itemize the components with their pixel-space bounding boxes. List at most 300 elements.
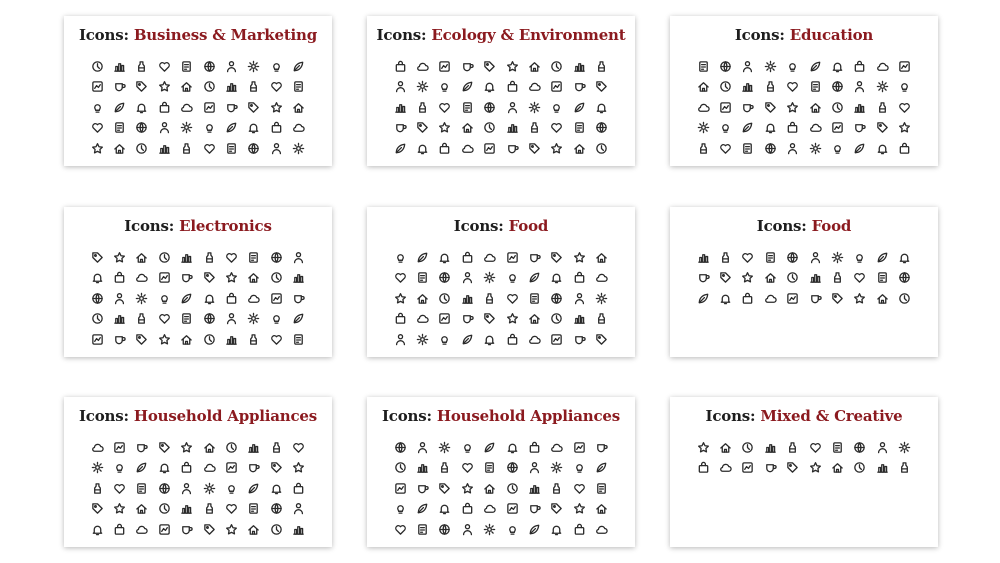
house-icon xyxy=(528,312,541,325)
tag-icon xyxy=(203,271,216,284)
circle-icon xyxy=(270,271,283,284)
cloud-icon xyxy=(595,271,608,284)
clock-icon xyxy=(135,482,148,495)
bell-icon xyxy=(416,142,429,155)
circle-icon xyxy=(203,80,216,93)
bag-icon xyxy=(697,461,710,474)
square-icon xyxy=(225,461,238,474)
bulb-icon xyxy=(506,271,519,284)
gear-icon xyxy=(697,121,710,134)
cloud-icon xyxy=(550,441,563,454)
heart-icon xyxy=(741,251,754,264)
cloud-icon xyxy=(483,251,496,264)
cup-icon xyxy=(292,292,305,305)
cloud-icon xyxy=(876,60,889,73)
card-title-prefix: Icons: xyxy=(381,407,432,425)
square-icon xyxy=(438,60,451,73)
bag-icon xyxy=(292,482,305,495)
person-icon xyxy=(528,461,541,474)
card-title-prefix: Icons: xyxy=(78,26,129,44)
icon-grid xyxy=(389,437,613,540)
gear-icon xyxy=(180,121,193,134)
icon-set-card xyxy=(367,207,635,357)
chart-icon xyxy=(809,271,822,284)
card-title-topic: Education xyxy=(789,26,874,44)
tag-icon xyxy=(135,333,148,346)
chart-icon xyxy=(506,121,519,134)
person-icon xyxy=(506,101,519,114)
bottle-icon xyxy=(898,461,911,474)
heart-icon xyxy=(506,292,519,305)
gear-icon xyxy=(764,60,777,73)
star-icon xyxy=(506,312,519,325)
card-title-topic: Business & Marketing xyxy=(133,26,318,44)
cup-icon xyxy=(416,482,429,495)
leaf-icon xyxy=(697,292,710,305)
icon-grid xyxy=(86,56,310,159)
cloud-icon xyxy=(135,523,148,536)
bulb-icon xyxy=(203,121,216,134)
chart-icon xyxy=(225,333,238,346)
cup-icon xyxy=(180,271,193,284)
globe-icon xyxy=(247,142,260,155)
heart-icon xyxy=(91,121,104,134)
tag-icon xyxy=(831,292,844,305)
clock-icon xyxy=(809,80,822,93)
leaf-icon xyxy=(135,461,148,474)
square-icon xyxy=(91,333,104,346)
heart-icon xyxy=(113,482,126,495)
cloud-icon xyxy=(135,271,148,284)
clock-icon xyxy=(697,60,710,73)
bottle-icon xyxy=(595,312,608,325)
star-icon xyxy=(394,292,407,305)
heart-icon xyxy=(292,441,305,454)
gear-icon xyxy=(203,482,216,495)
bulb-icon xyxy=(225,482,238,495)
leaf-icon xyxy=(113,101,126,114)
card-title-topic: Food xyxy=(508,217,549,235)
icon-set-card xyxy=(670,207,938,357)
globe-icon xyxy=(135,121,148,134)
cloud-icon xyxy=(764,292,777,305)
card-title-prefix: Icons: xyxy=(78,407,129,425)
leaf-icon xyxy=(292,60,305,73)
square-icon xyxy=(550,80,563,93)
bell-icon xyxy=(438,502,451,515)
globe-icon xyxy=(438,271,451,284)
cloud-icon xyxy=(528,333,541,346)
globe-icon xyxy=(853,441,866,454)
bulb-icon xyxy=(786,60,799,73)
clock-icon xyxy=(595,482,608,495)
bulb-icon xyxy=(270,312,283,325)
icon-set-card xyxy=(64,207,332,357)
bag-icon xyxy=(394,312,407,325)
bottle-icon xyxy=(416,101,429,114)
bulb-icon xyxy=(506,523,519,536)
circle-icon xyxy=(394,461,407,474)
cup-icon xyxy=(461,60,474,73)
heart-icon xyxy=(225,251,238,264)
leaf-icon xyxy=(180,292,193,305)
card-title xyxy=(367,217,635,235)
heart-icon xyxy=(158,312,171,325)
card-title-prefix: Icons: xyxy=(734,26,785,44)
heart-icon xyxy=(809,441,822,454)
card-title-topic: Household Appliances xyxy=(133,407,318,425)
star-icon xyxy=(853,292,866,305)
circle-icon xyxy=(786,271,799,284)
circle-icon xyxy=(158,502,171,515)
icon-set-card xyxy=(64,16,332,166)
tag-icon xyxy=(483,312,496,325)
card-title-topic: Electronics xyxy=(179,217,272,235)
bell-icon xyxy=(831,60,844,73)
clock-icon xyxy=(831,441,844,454)
tag-icon xyxy=(483,60,496,73)
bottle-icon xyxy=(203,251,216,264)
card-title-prefix: Icons: xyxy=(376,26,427,44)
card-title-prefix: Icons: xyxy=(705,407,756,425)
clock-icon xyxy=(247,502,260,515)
chart-icon xyxy=(764,441,777,454)
leaf-icon xyxy=(876,251,889,264)
gear-icon xyxy=(898,441,911,454)
bulb-icon xyxy=(853,251,866,264)
icon-set-card xyxy=(367,397,635,547)
icon-grid xyxy=(86,247,310,350)
bottle-icon xyxy=(550,482,563,495)
tag-icon xyxy=(91,502,104,515)
star-icon xyxy=(180,441,193,454)
bottle-icon xyxy=(528,121,541,134)
square-icon xyxy=(719,101,732,114)
tag-icon xyxy=(550,502,563,515)
chart-icon xyxy=(225,80,238,93)
leaf-icon xyxy=(225,121,238,134)
tag-icon xyxy=(764,101,777,114)
heart-icon xyxy=(394,523,407,536)
clock-icon xyxy=(876,271,889,284)
bottle-icon xyxy=(135,60,148,73)
person-icon xyxy=(394,80,407,93)
bell-icon xyxy=(91,523,104,536)
house-icon xyxy=(135,251,148,264)
chart-icon xyxy=(876,461,889,474)
tag-icon xyxy=(270,461,283,474)
bell-icon xyxy=(91,271,104,284)
person-icon xyxy=(225,60,238,73)
chart-icon xyxy=(113,60,126,73)
bell-icon xyxy=(483,80,496,93)
cup-icon xyxy=(528,251,541,264)
house-icon xyxy=(809,101,822,114)
chart-icon xyxy=(292,271,305,284)
chart-icon xyxy=(247,441,260,454)
circle-icon xyxy=(898,292,911,305)
tag-icon xyxy=(719,271,732,284)
tag-icon xyxy=(876,121,889,134)
house-icon xyxy=(483,482,496,495)
star-icon xyxy=(573,502,586,515)
cloud-icon xyxy=(91,441,104,454)
cup-icon xyxy=(853,121,866,134)
tag-icon xyxy=(203,523,216,536)
card-title xyxy=(670,26,938,44)
leaf-icon xyxy=(461,333,474,346)
person-icon xyxy=(394,333,407,346)
bag-icon xyxy=(573,523,586,536)
circle-icon xyxy=(91,60,104,73)
cup-icon xyxy=(697,271,710,284)
chart-icon xyxy=(113,312,126,325)
bell-icon xyxy=(203,292,216,305)
cup-icon xyxy=(394,121,407,134)
gear-icon xyxy=(831,251,844,264)
cloud-icon xyxy=(180,101,193,114)
bottle-icon xyxy=(438,461,451,474)
circle-icon xyxy=(853,461,866,474)
bell-icon xyxy=(550,271,563,284)
gear-icon xyxy=(292,142,305,155)
gear-icon xyxy=(416,333,429,346)
bottle-icon xyxy=(786,441,799,454)
leaf-icon xyxy=(247,482,260,495)
clock-icon xyxy=(180,60,193,73)
heart-icon xyxy=(270,80,283,93)
person-icon xyxy=(853,80,866,93)
leaf-icon xyxy=(416,251,429,264)
house-icon xyxy=(764,271,777,284)
gear-icon xyxy=(528,101,541,114)
tag-icon xyxy=(786,461,799,474)
bag-icon xyxy=(438,142,451,155)
bag-icon xyxy=(113,523,126,536)
circle-icon xyxy=(135,142,148,155)
square-icon xyxy=(394,482,407,495)
star-icon xyxy=(158,333,171,346)
globe-icon xyxy=(91,292,104,305)
chart-icon xyxy=(573,60,586,73)
bag-icon xyxy=(270,121,283,134)
gear-icon xyxy=(876,80,889,93)
icon-grid xyxy=(692,247,916,309)
card-title-prefix: Icons: xyxy=(453,217,504,235)
bulb-icon xyxy=(573,461,586,474)
square-icon xyxy=(898,60,911,73)
chart-icon xyxy=(158,142,171,155)
heart-icon xyxy=(786,80,799,93)
gear-icon xyxy=(247,312,260,325)
house-icon xyxy=(180,80,193,93)
cup-icon xyxy=(461,312,474,325)
cup-icon xyxy=(741,101,754,114)
bottle-icon xyxy=(764,80,777,93)
house-icon xyxy=(416,292,429,305)
heart-icon xyxy=(461,461,474,474)
bottle-icon xyxy=(483,292,496,305)
icon-grid xyxy=(389,56,613,159)
bell-icon xyxy=(719,292,732,305)
bag-icon xyxy=(853,60,866,73)
circle-icon xyxy=(506,482,519,495)
bulb-icon xyxy=(461,441,474,454)
person-icon xyxy=(809,251,822,264)
card-title-topic: Household Appliances xyxy=(436,407,621,425)
clock-icon xyxy=(247,251,260,264)
bulb-icon xyxy=(158,292,171,305)
house-icon xyxy=(573,142,586,155)
bag-icon xyxy=(573,271,586,284)
bottle-icon xyxy=(135,312,148,325)
cup-icon xyxy=(180,523,193,536)
star-icon xyxy=(741,271,754,284)
house-icon xyxy=(697,80,710,93)
gear-icon xyxy=(595,292,608,305)
cloud-icon xyxy=(697,101,710,114)
leaf-icon xyxy=(595,461,608,474)
gear-icon xyxy=(809,142,822,155)
card-title-prefix: Icons: xyxy=(756,217,807,235)
clock-icon xyxy=(292,80,305,93)
card-title xyxy=(367,26,635,44)
star-icon xyxy=(91,142,104,155)
star-icon xyxy=(225,523,238,536)
leaf-icon xyxy=(394,142,407,155)
gear-icon xyxy=(247,60,260,73)
house-icon xyxy=(461,121,474,134)
tag-icon xyxy=(528,142,541,155)
star-icon xyxy=(113,251,126,264)
chart-icon xyxy=(461,292,474,305)
person-icon xyxy=(225,312,238,325)
person-icon xyxy=(180,482,193,495)
star-icon xyxy=(270,101,283,114)
person-icon xyxy=(786,142,799,155)
cup-icon xyxy=(764,461,777,474)
card-title-topic: Mixed & Creative xyxy=(760,407,903,425)
clock-icon xyxy=(573,121,586,134)
bottle-icon xyxy=(247,80,260,93)
cloud-icon xyxy=(247,292,260,305)
icon-grid xyxy=(86,437,310,540)
circle-icon xyxy=(483,121,496,134)
star-icon xyxy=(550,142,563,155)
bottle-icon xyxy=(247,333,260,346)
chart-icon xyxy=(416,461,429,474)
icon-set-card xyxy=(64,397,332,547)
bottle-icon xyxy=(697,142,710,155)
gear-icon xyxy=(91,461,104,474)
star-icon xyxy=(292,461,305,474)
chart-icon xyxy=(853,101,866,114)
house-icon xyxy=(595,251,608,264)
house-icon xyxy=(135,502,148,515)
star-icon xyxy=(438,121,451,134)
square-icon xyxy=(573,441,586,454)
heart-icon xyxy=(719,142,732,155)
clock-icon xyxy=(741,142,754,155)
leaf-icon xyxy=(528,271,541,284)
chart-icon xyxy=(741,80,754,93)
gear-icon xyxy=(416,80,429,93)
star-icon xyxy=(898,121,911,134)
clock-icon xyxy=(483,461,496,474)
bulb-icon xyxy=(831,142,844,155)
person-icon xyxy=(113,292,126,305)
cloud-icon xyxy=(203,461,216,474)
gear-icon xyxy=(483,523,496,536)
bottle-icon xyxy=(91,482,104,495)
person-icon xyxy=(876,441,889,454)
globe-icon xyxy=(898,271,911,284)
star-icon xyxy=(158,80,171,93)
square-icon xyxy=(550,333,563,346)
globe-icon xyxy=(438,523,451,536)
person-icon xyxy=(292,251,305,264)
house-icon xyxy=(292,101,305,114)
square-icon xyxy=(113,441,126,454)
cup-icon xyxy=(113,80,126,93)
star-icon xyxy=(461,482,474,495)
leaf-icon xyxy=(416,502,429,515)
bulb-icon xyxy=(270,60,283,73)
heart-icon xyxy=(550,121,563,134)
bag-icon xyxy=(506,333,519,346)
globe-icon xyxy=(203,312,216,325)
bag-icon xyxy=(180,461,193,474)
bottle-icon xyxy=(719,251,732,264)
square-icon xyxy=(158,523,171,536)
icon-set-card xyxy=(367,16,635,166)
star-icon xyxy=(786,101,799,114)
bell-icon xyxy=(158,461,171,474)
clock-icon xyxy=(113,121,126,134)
chart-icon xyxy=(180,502,193,515)
cup-icon xyxy=(528,502,541,515)
bulb-icon xyxy=(394,251,407,264)
cup-icon xyxy=(573,333,586,346)
tag-icon xyxy=(247,101,260,114)
bag-icon xyxy=(786,121,799,134)
person-icon xyxy=(461,271,474,284)
bottle-icon xyxy=(203,502,216,515)
chart-icon xyxy=(528,482,541,495)
house-icon xyxy=(180,333,193,346)
heart-icon xyxy=(573,482,586,495)
tag-icon xyxy=(416,121,429,134)
heart-icon xyxy=(853,271,866,284)
circle-icon xyxy=(719,80,732,93)
house-icon xyxy=(113,142,126,155)
clock-icon xyxy=(292,333,305,346)
house-icon xyxy=(876,292,889,305)
house-icon xyxy=(595,502,608,515)
bottle-icon xyxy=(270,441,283,454)
cup-icon xyxy=(247,461,260,474)
bag-icon xyxy=(741,292,754,305)
house-icon xyxy=(247,271,260,284)
bell-icon xyxy=(270,482,283,495)
circle-icon xyxy=(550,60,563,73)
globe-icon xyxy=(764,142,777,155)
square-icon xyxy=(91,80,104,93)
circle-icon xyxy=(550,312,563,325)
card-title xyxy=(670,407,938,425)
star-icon xyxy=(809,461,822,474)
person-icon xyxy=(573,292,586,305)
